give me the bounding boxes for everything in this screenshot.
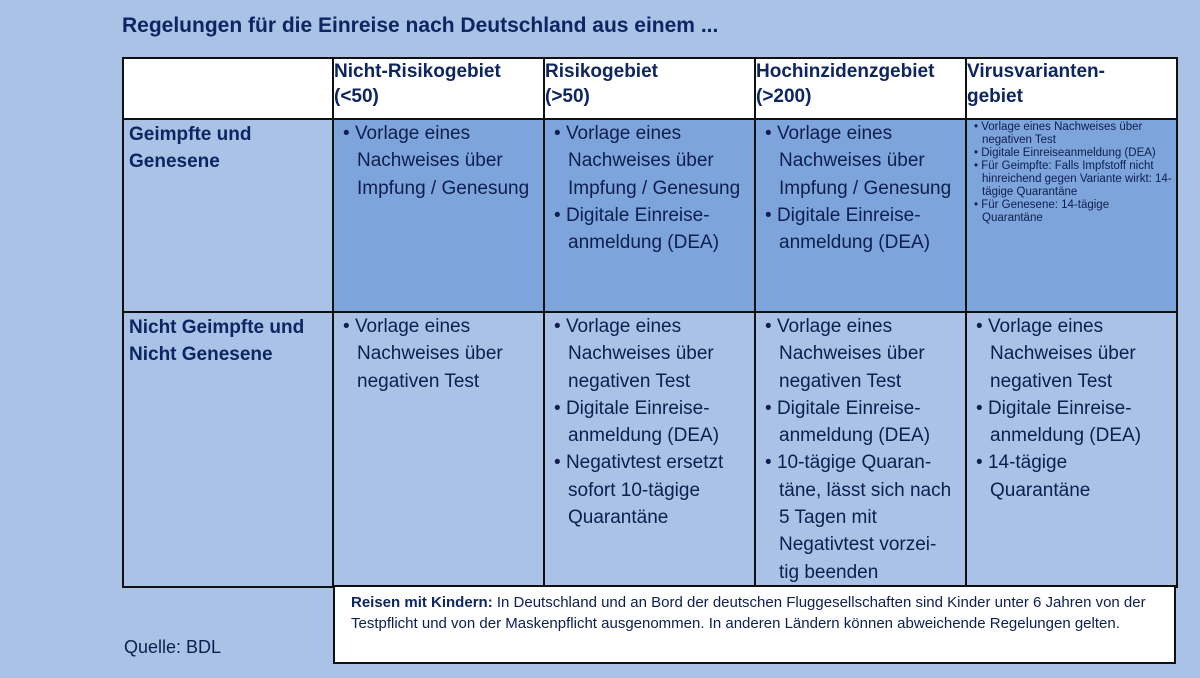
column-header: Hochinzidenzgebiet (>200) (755, 58, 966, 119)
bullet-icon: • (554, 204, 566, 226)
bullet-icon: • (976, 452, 988, 474)
page-title: Regelungen für die Einreise nach Deutschland aus einem ... (122, 14, 719, 37)
bullet-icon: • (554, 123, 566, 144)
column-header: Nicht-Risikogebiet (<50) (333, 58, 544, 119)
row-label: Nicht Geimpfte und Nicht Genesene (123, 312, 333, 587)
list-item: • Vorlage eines Nachweises über negativen Test (976, 316, 1136, 392)
bullet-icon: • (976, 316, 988, 337)
bullet-icon: • (765, 123, 777, 144)
entry-rules-table (122, 57, 1178, 588)
table-cell (755, 119, 966, 312)
bullet-icon: • (974, 160, 982, 172)
bullet-icon: • (976, 397, 988, 419)
bullet-icon: • (765, 452, 777, 474)
list-item: • Digitale Einreise- anmeldung (DEA) (554, 204, 720, 254)
bullet-icon: • (554, 397, 566, 419)
table-row (123, 312, 1177, 587)
list-item: • Vorlage eines Nachweises über negativen Test (343, 316, 503, 392)
table-cell (544, 312, 755, 587)
list-item: • Für Geimpfte: Falls Impfstoff nicht hinreichend gegen Variante wirkt: 14-tägige Quarantäne (974, 160, 1172, 198)
list-item: • 10-tägige Quaran- täne, lässt sich nach 5 Tagen mit Negativtest vorzei- tig beenden (765, 452, 952, 583)
list-item: • Vorlage eines Nachweises über negativen Test (974, 121, 1143, 146)
bullet-icon: • (765, 316, 777, 337)
list-item: • Digitale Einreise- anmeldung (DEA) (765, 397, 931, 447)
bullet-icon: • (974, 121, 982, 133)
row-label: Geimpfte und Genesene (123, 119, 333, 312)
bullet-icon: • (554, 316, 566, 337)
source-credit: Quelle: BDL (124, 637, 222, 657)
list-item: • Vorlage eines Nachweises über negativen Test (765, 316, 925, 392)
list-item: • Vorlage eines Nachweises über Impfung / Genesung (765, 123, 952, 199)
table-cell (333, 312, 544, 587)
table-cell (755, 312, 966, 587)
header-corner (123, 58, 333, 119)
bullet-icon: • (765, 397, 777, 419)
list-item: • Digitale Einreise- anmeldung (DEA) (976, 397, 1142, 447)
table-cell (966, 312, 1177, 587)
note-label: Reisen mit Kindern: (351, 594, 493, 611)
bullet-icon: • (343, 123, 355, 144)
list-item: • Für Genesene: 14-tägige Quarantäne (974, 199, 1110, 224)
table-cell (966, 119, 1177, 312)
table-cell (544, 119, 755, 312)
bullet-icon: • (974, 199, 982, 211)
list-item: • Vorlage eines Nachweises über Impfung / Genesung (554, 123, 741, 199)
list-item: • Negativtest ersetzt sofort 10-tägige Quarantäne (554, 452, 724, 529)
list-item: • Vorlage eines Nachweises über negativen Test (554, 316, 714, 392)
column-header: Virusvarianten- gebiet (966, 58, 1177, 119)
bullet-icon: • (554, 452, 566, 474)
bullet-icon: • (765, 204, 777, 226)
bullet-icon: • (343, 316, 355, 337)
bullet-icon: • (974, 147, 982, 159)
table-cell (333, 119, 544, 312)
header-row (123, 58, 1177, 119)
list-item: • Digitale Einreiseanmeldung (DEA) (974, 147, 1156, 159)
column-header: Risikogebiet (>50) (544, 58, 755, 119)
list-item: • Digitale Einreise- anmeldung (DEA) (554, 397, 720, 447)
table-row (123, 119, 1177, 312)
note-text: In Deutschland und an Bord der deutschen Fluggesellschaften sind Kinder unter 6 Jahren von der Testpflicht und von der Maskenpflicht ausgenommen. In anderen Ländern können abweichende Regelungen gelten. (351, 594, 1146, 632)
list-item: • Digitale Einreise- anmeldung (DEA) (765, 204, 931, 254)
list-item: • 14-tägige Quarantäne (976, 452, 1091, 501)
list-item: • Vorlage eines Nachweises über Impfung / Genesung (343, 123, 530, 199)
children-travel-note (333, 585, 1176, 664)
